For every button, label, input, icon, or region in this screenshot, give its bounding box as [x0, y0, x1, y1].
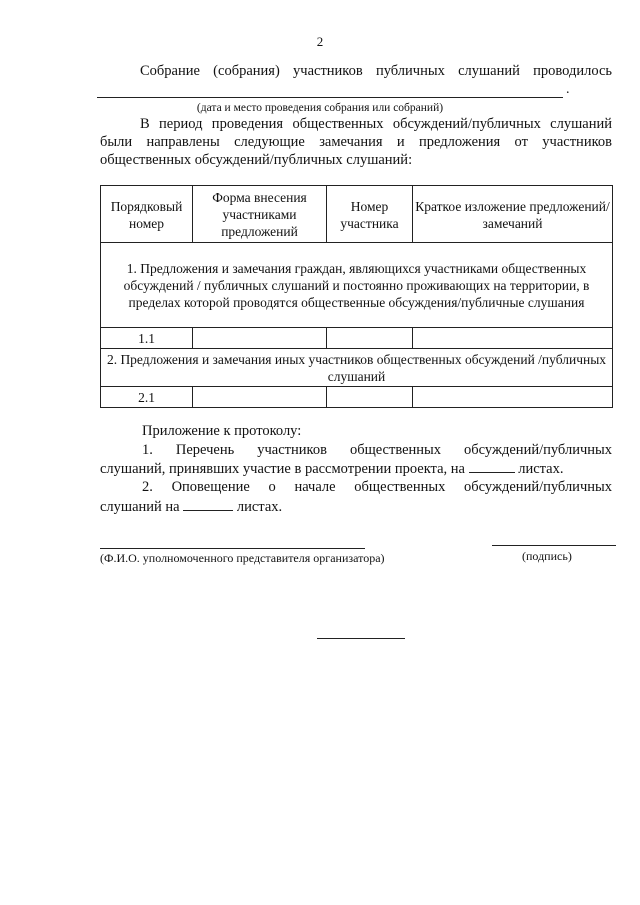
attachment-2-suffix: листах. — [233, 499, 283, 515]
meeting-line-end-mark: . — [566, 82, 570, 97]
period-paragraph-line-3: общественных обсуждений/публичных слушаний: — [100, 152, 413, 168]
table-header-row — [101, 186, 613, 243]
meeting-date-place-line — [97, 97, 563, 98]
meeting-intro-text: Собрание (собрания) участников публичных слушаний проводилось — [140, 63, 612, 79]
sheets-count-blank — [469, 460, 515, 473]
attachment-2-text: слушаний на — [100, 499, 184, 515]
header-submission-form: Форма внесения участниками предложений — [193, 186, 327, 243]
period-paragraph-line-1: В период проведения общественных обсуждений/публичных слушаний — [140, 116, 612, 132]
header-participant-number: Номер участника — [327, 186, 413, 243]
empty-cell — [327, 328, 413, 349]
header-serial-number: Порядковый номер — [101, 186, 193, 243]
attachment-1-suffix: листах. — [514, 461, 564, 477]
proposals-table — [100, 185, 613, 408]
meeting-caption: (дата и место проведения собрания или собраний) — [196, 102, 444, 114]
page-number: 2 — [316, 34, 324, 49]
attachment-2-line-2 — [100, 498, 282, 516]
attachment-1-text: слушаний, принявших участие в рассмотрении проекта, на — [100, 461, 469, 477]
period-paragraph-line-2: были направлены следующие замечания и предложения от участников — [100, 134, 612, 150]
table-section-row — [101, 349, 613, 387]
attachment-2-line-1: 2. Оповещение о начале общественных обсуждений/публичных — [142, 479, 612, 495]
sheets-count-blank — [183, 498, 233, 511]
attachment-1-line-1: 1. Перечень участников общественных обсуждений/публичных — [142, 442, 612, 458]
row-number-cell: 2.1 — [101, 387, 193, 408]
table-row — [101, 328, 613, 349]
empty-cell — [327, 387, 413, 408]
attachments-title: Приложение к протоколу: — [142, 423, 302, 439]
header-summary: Краткое изложение предложений/замечаний — [413, 186, 613, 243]
name-label: (Ф.И.О. уполномоченного представителя организатора) — [100, 551, 385, 565]
table-section-row — [101, 243, 613, 328]
empty-cell — [413, 328, 613, 349]
table-row — [101, 387, 613, 408]
attachment-1-line-2 — [100, 460, 563, 478]
signature-label: (подпись) — [522, 549, 572, 563]
section-2-title: 2. Предложения и замечания иных участников общественных обсуждений /публичных слушаний — [101, 349, 613, 387]
section-1-title: 1. Предложения и замечания граждан, являющихся участниками общественных обсуждений / публичных слушаний и постоянно проживающих на территории, в пределах которой проводятся общественные обсуждения/публичные слушания — [101, 243, 613, 328]
row-number-cell: 1.1 — [101, 328, 193, 349]
empty-cell — [193, 328, 327, 349]
empty-cell — [193, 387, 327, 408]
signature-line — [492, 545, 616, 546]
end-of-document-line — [317, 638, 405, 639]
empty-cell — [413, 387, 613, 408]
name-signature-line — [100, 548, 365, 549]
